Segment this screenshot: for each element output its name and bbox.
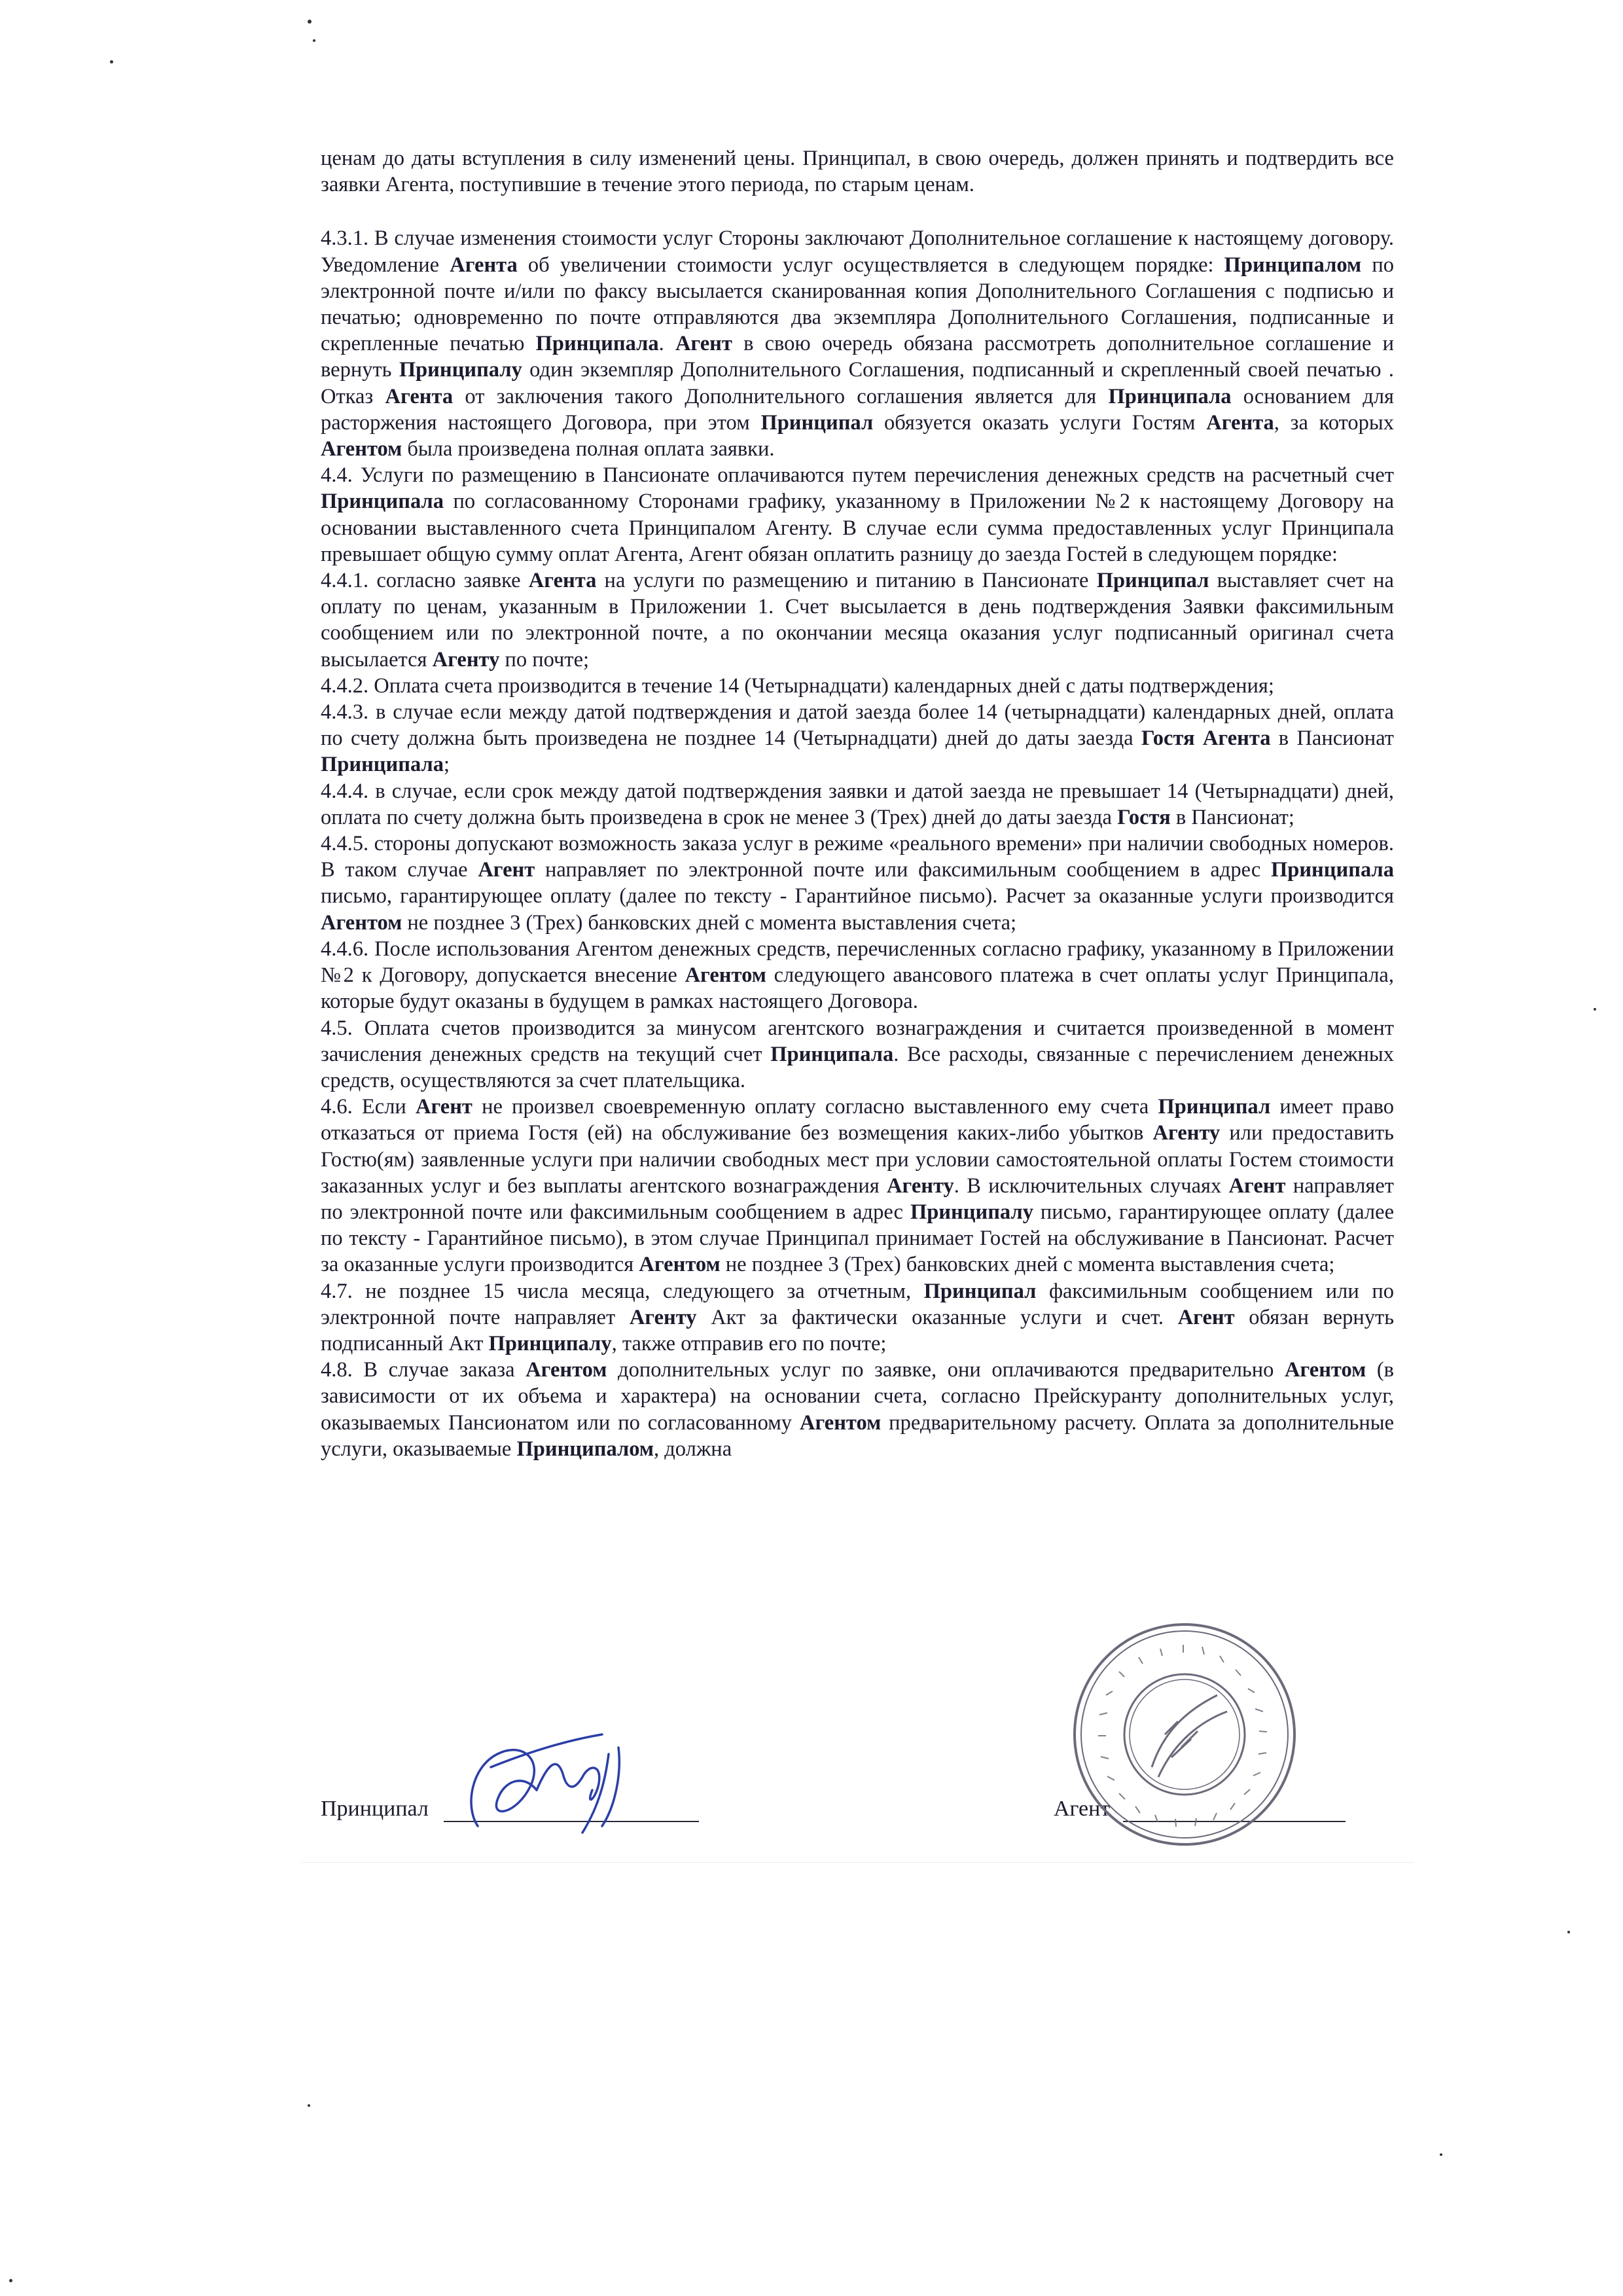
bold-term: Агенту [629, 1305, 697, 1329]
contract-paragraph [321, 462, 1394, 567]
text-run: дополнительных услуг по заявке, они оплачиваются предварительно [607, 1358, 1285, 1382]
text-run: от заключения такого Дополнительного соглашения является для [453, 384, 1109, 408]
bold-term: Принципала [1270, 858, 1394, 882]
scan-speck [9, 2279, 12, 2282]
text-run: не позднее 3 (Трех) банковских дней с момента выставления счета; [402, 910, 1017, 935]
contract-paragraph [321, 145, 1394, 198]
bold-term: Агента [528, 569, 597, 593]
bold-term: Агента [385, 384, 454, 408]
bold-term: Принципал [923, 1279, 1037, 1303]
scan-speck [313, 39, 315, 42]
bold-term: Агент [675, 332, 732, 356]
bold-term: Агентом [321, 910, 402, 935]
bold-term: Агентом [685, 963, 766, 988]
text-run: (в зависимости от их объема и характера) на основании счета, согласно Прейскуранту дополнительных услуг, оказываемых Пансионатом или по согласованному [321, 1358, 1395, 1435]
bold-term: Принципал [760, 410, 874, 435]
bold-term: Агенту [887, 1174, 954, 1198]
contract-paragraph [321, 225, 1394, 462]
text-run: в свою очередь обязана рассмотреть дополнительное соглашение и вернуть [321, 332, 1395, 382]
text-run: следующего авансового платежа в счет оплаты услуг Принципала, которые будут оказаны в будущем в рамках настоящего Договора. [321, 963, 1394, 1014]
bold-term: Принципалу [488, 1331, 612, 1355]
text-run: факсимильным сообщением или по электронной почте направляет [321, 1279, 1394, 1329]
contract-paragraph [321, 1094, 1394, 1278]
bold-term: Агент [1228, 1174, 1286, 1198]
bold-term: Принципалом [516, 1437, 654, 1461]
bold-term: Принципала [770, 1042, 894, 1066]
scan-speck [1594, 1008, 1596, 1011]
bold-term: Агентом [799, 1410, 882, 1435]
text-run: 4.4.4. в случае, если срок между датой подтверждения заявки и датой заезда не превышает 14 (Четырнадцати) дней, оплата по счету должна быть произведена в срок не менее 3 (Трех) дней до даты заезда [321, 779, 1394, 829]
text-run: основанием для расторжения настоящего Договора, при этом [321, 384, 1395, 435]
bold-term: Агентом [1284, 1358, 1366, 1382]
text-run: обязан вернуть подписанный Акт [321, 1305, 1395, 1355]
bold-term: Агентом [321, 437, 402, 461]
bold-term: Принципала [535, 332, 659, 356]
bold-term: Принципала [1108, 384, 1232, 408]
text-run: предварительному расчету. Оплата за дополнительные услуги, оказываемые [321, 1410, 1394, 1461]
text-run: 4.6. Если [321, 1095, 416, 1119]
text-run: , также отправив его по почте; [611, 1331, 887, 1355]
text-run: по согласованному Сторонами графику, указанному в Приложении №2 к настоящему Договору на основании выставленного счета Принципалом Агенту. В случае если сумма предоставленных услуг Принципала превышает общую сумму оплат Агента, Агент обязан оплатить разницу до заезда Гостей в следующем порядке: [321, 490, 1394, 566]
bold-term: Агентом [526, 1358, 607, 1382]
contract-text-body [321, 145, 1394, 1462]
bold-term: Агента [450, 253, 518, 277]
bold-term: Агент [415, 1095, 473, 1119]
contract-paragraph [321, 778, 1394, 831]
text-run: была произведена полная оплата заявки. [402, 437, 775, 461]
text-run: на услуги по размещению и питанию в Пансионате [596, 569, 1097, 593]
agent-round-stamp [1067, 1617, 1302, 1852]
text-run: один экземпляр Дополнительного Соглашения, подписанный и скрепленный своей печатью . Отказ [321, 358, 1394, 408]
bold-term: Принципалу [399, 358, 522, 382]
text-run: , за которых [1274, 410, 1394, 435]
text-run: . Все расходы, связанные с перечислением денежных средств, осуществляются за счет плательщика. [321, 1042, 1395, 1092]
scan-speck [308, 20, 312, 24]
bold-term: Агента [1206, 410, 1274, 435]
bold-term: Агент [1177, 1305, 1235, 1329]
text-run: направляет по электронной почте или факсимильным сообщением в адрес [535, 858, 1271, 882]
bold-term: Принципалом [1224, 253, 1362, 277]
bold-term: Гостя Агента [1141, 726, 1271, 751]
text-run: 4.5. Оплата счетов производится за минусом агентского вознаграждения и считается произведенной в момент зачисления денежных средств на текущий счет [321, 1016, 1394, 1066]
bold-term: Принципалу [910, 1200, 1033, 1224]
text-run: . В исключительных случаях [954, 1174, 1229, 1198]
bold-term: Принципал [1096, 569, 1209, 593]
text-run: по почте; [499, 647, 590, 672]
text-run: или предоставить Гостю(ям) заявленные услуги при наличии свободных мест при условии самостоятельной оплаты Гостем стоимости заказанных услуг и без выплаты агентского вознаграждения [321, 1121, 1395, 1198]
text-run: ценам до даты вступления в силу изменений цены. Принципал, в свою очередь, должен принять и подтвердить все заявки Агента, поступившие в течение этого периода, по старым ценам. [321, 147, 1394, 197]
text-run: 4.4.2. Оплата счета производится в течение 14 (Четырнадцати) календарных дней с даты подтверждения; [321, 673, 1274, 698]
text-run: 4.4.3. в случае если между датой подтверждения и датой заезда более 14 (четырнадцати) календарных дней, оплата по счету должна быть произведена не позднее 14 (Четырнадцати) дней до даты заезда [321, 700, 1394, 751]
text-run: письмо, гарантирующее оплату (далее по тексту - Гарантийное письмо), в этом случае Принципал принимает Гостей на обслуживание в Пансионат. Расчет за оказанные услуги производится [321, 1200, 1394, 1277]
contract-paragraph [321, 936, 1394, 1015]
text-run: направляет по электронной почте или факсимильным сообщением в адрес [321, 1174, 1394, 1224]
text-run: не позднее 3 (Трех) банковских дней с момента выставления счета; [720, 1253, 1335, 1277]
text-run: обязуется оказать услуги Гостям [873, 410, 1207, 435]
text-run: 4.4. Услуги по размещению в Пансионате оплачиваются путем перечисления денежных средств на расчетный счет [321, 463, 1394, 488]
signature-row [0, 1787, 1623, 1918]
contract-paragraph [321, 831, 1394, 936]
contract-paragraph [321, 699, 1394, 778]
text-run: , должна [654, 1437, 732, 1461]
bold-term: Агенту [1152, 1121, 1221, 1145]
text-run: 4.4.6. После использования Агентом денежных средств, перечисленных согласно графику, указанному в Приложении №2 к Договору, допускается внесение [321, 937, 1394, 988]
agent-signature-label: Агент [1054, 1797, 1111, 1821]
contract-paragraph [321, 567, 1394, 673]
text-run: 4.3.1. В случае изменения стоимости услуг Стороны заключают Дополнительное соглашение к настоящему договору. Уведомление [321, 226, 1394, 277]
text-run: выставляет счет на оплату по ценам, указанным в Приложении 1. Счет высылается в день подтверждения Заявки факсимильным сообщением или по электронной почте, а по окончании месяца оказания услуг подписанный оригинал счета высылается [321, 569, 1394, 672]
text-run: . [658, 332, 675, 356]
text-run: по электронной почте и/или по факсу высылается сканированная копия Дополнительного Соглашения с подписью и печатью; одновременно по почте отправляются два экземпляра Дополнительного Соглашения, подписанные и скрепленные печатью [321, 253, 1394, 356]
text-run: 4.8. В случае заказа [321, 1358, 526, 1382]
scan-speck [1440, 2153, 1442, 2156]
contract-paragraph [321, 1015, 1394, 1094]
text-run: 4.4.1. согласно заявке [321, 569, 529, 593]
text-run: об увеличении стоимости услуг осуществляется в следующем порядке: [517, 253, 1224, 277]
text-run: 4.7. не позднее 15 числа месяца, следующего за отчетным, [321, 1279, 924, 1303]
text-run: письмо, гарантирующее оплату (далее по тексту - Гарантийное письмо). Расчет за оказанные услуги производится [321, 884, 1394, 908]
text-run: 4.4.5. стороны допускают возможность заказа услуг в режиме «реального времени» при наличии свободных номеров. В таком случае [321, 832, 1394, 882]
contract-paragraph [321, 1357, 1394, 1462]
text-run: Акт за фактически оказанные услуги и счет. [696, 1305, 1178, 1329]
contract-paragraph [321, 1278, 1394, 1357]
principal-signature-scribble [452, 1728, 648, 1839]
scan-speck [110, 60, 113, 63]
bold-term: Принципала [321, 753, 444, 777]
text-run: ; [444, 753, 450, 777]
principal-signature-label: Принципал [321, 1797, 429, 1821]
bold-term: Гостя [1117, 805, 1171, 829]
text-run: в Пансионат [1270, 726, 1394, 751]
text-run: в Пансионат; [1170, 805, 1294, 829]
scan-speck [1567, 1931, 1570, 1933]
scan-speck [308, 2104, 310, 2107]
bold-term: Принципал [1158, 1095, 1271, 1119]
bold-term: Принципала [321, 490, 444, 514]
bold-term: Агент [478, 858, 535, 882]
bold-term: Агенту [432, 647, 500, 672]
text-run: имеет право отказаться от приема Гостя (ей) на обслуживание без возмещения каких-либо убытков [321, 1095, 1395, 1145]
contract-paragraph [321, 673, 1394, 699]
bold-term: Агентом [639, 1253, 721, 1277]
text-run: не произвел своевременную оплату согласно выставленного ему счета [472, 1095, 1158, 1119]
